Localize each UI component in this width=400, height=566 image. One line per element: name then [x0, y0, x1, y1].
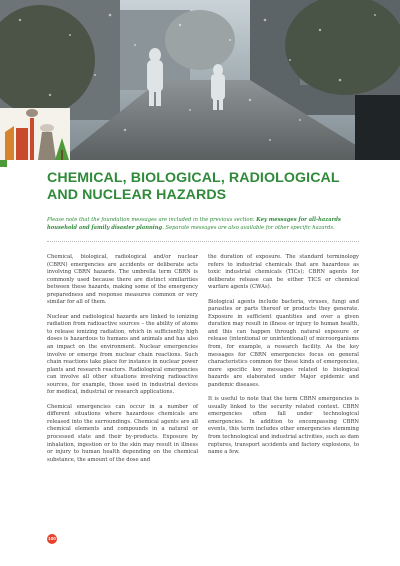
body-column-right: [208, 254, 359, 464]
page-title-line-2: AND NUCLEAR HAZARDS: [47, 187, 227, 203]
hazard-illustration-icon: [0, 108, 70, 160]
body-paragraph: Nuclear and radiological hazards are linked to ionizing radiation from radioactive sources – the ability of atoms to release ionizing radiation, which in sufficiently high doses is hazardous to humans and animals and has also an impact on the environment. Nuclear emergencies involve or emerge from nuclear chain reactions. Such chain reactions take place for instance in nuclear power plants and research reactors. Radiological emergencies can involve all other situations involving radioactive sources, for example, those used in industrial devices for medical, industrial or research applications.: [47, 313, 198, 396]
header-photo: [0, 0, 400, 160]
intro-note-text-end: . Separate messages are also available for other specific hazards.: [162, 225, 335, 231]
intro-note-emphasis: Key messages for all-hazards household and family disaster planning: [47, 217, 341, 231]
body-column-left: [47, 254, 198, 471]
intro-note-text: Please note that the foundation messages are included in the previous section:: [47, 217, 257, 223]
body-paragraph: Biological agents include bacteria, viruses, fungi and parasites or parts thereof or products they generate. Exposure in sufficient quantities and over a given duration may result in illness or injury to human health, and this can happen through natural exposure or release (intentional or unintentional) of microorganisms from, for example, a research facility. As the key messages for CBRN emergencies focus on general characteristics common for these kinds of emergencies, more specific key messages related to biological hazards are elaborated under Major epidemic and pandemic diseases.: [208, 298, 359, 388]
body-paragraph: It is useful to note that the term CBRN emergencies is usually linked to the security related context. CBRN emergencies often fall under technological emergencies. In addition to encompassing CBRN events, this term includes other emergencies stemming from technological and industrial activities, such as dam ruptures, transport accidents and factory explosions, to name a few.: [208, 396, 359, 456]
page-title: [47, 170, 367, 204]
page-number: 100: [47, 534, 57, 544]
intro-note: [47, 216, 359, 232]
body-paragraph: Chemical emergencies can occur in a number of different situations where hazardous chemicals are released into the surroundings. Chemical agents are all chemical elements and compounds in a natural or processed state and their by-products. Exposure by inhalation, ingestion or to the skin may result in illness or injury to human health depending on the chemical substance, the amount of the dose and: [47, 403, 198, 463]
body-paragraph: Chemical, biological, radiological and/or nuclear (CBRN) emergencies are accidents or deliberate acts involving CBRN hazards. The umbrella term CBRN is commonly used because there are distinct similarities between these hazards, making some of the emergency preparedness and response measures common or very similar for all of them.: [47, 254, 198, 306]
page-title-line-1: CHEMICAL, BIOLOGICAL, RADIOLOGICAL: [47, 170, 340, 186]
page-corner-mark: [0, 160, 7, 167]
divider: [47, 241, 359, 242]
body-paragraph: the duration of exposure. The standard terminology refers to industrial chemicals that are hazardous as toxic industrial chemicals (TICs); CBRN agents for deliberate release can be either TICS or chemical warfare agents (CWAs).: [208, 254, 359, 291]
